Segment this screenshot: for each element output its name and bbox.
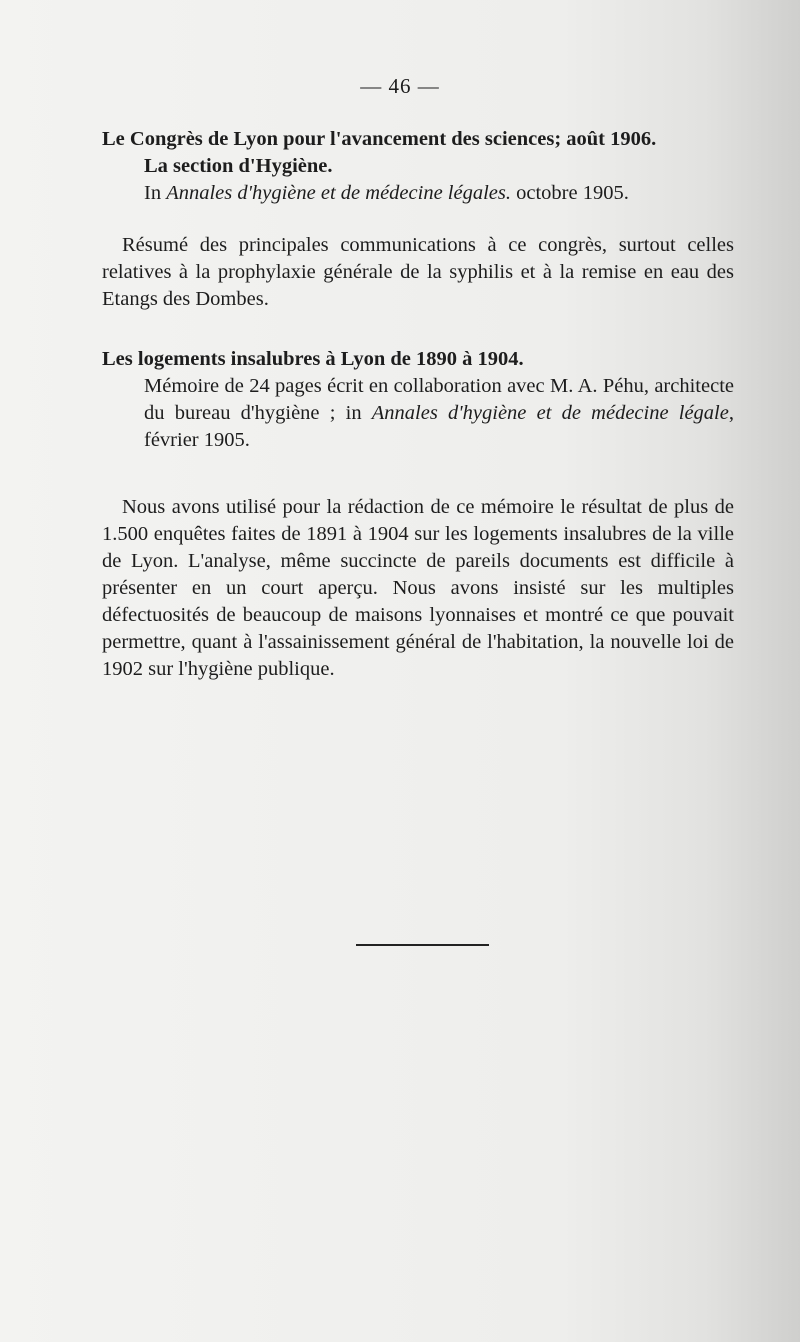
reference-date: octobre 1905. (510, 182, 629, 204)
description-prefix: Mémoire de 24 pages écrit en collaboration avec M. A. Péhu, architecte du bureau d'hygiène ; in (144, 375, 734, 424)
entry-title: Les logements insalubres à Lyon de 1890 à 1904. (102, 348, 524, 370)
entry-title: Le Congrès de Lyon pour l'avancement des sciences; août 1906. (102, 128, 657, 150)
entry-description (102, 373, 734, 454)
entry-congres-lyon (102, 126, 734, 207)
section-divider (356, 944, 489, 946)
entry-summary-congres: Résumé des principales communications à ce congrès, surtout celles relatives à la prophylaxie générale de la syphilis et à la remise en eau des Etangs des Dombes. (102, 234, 734, 310)
entry-logements-insalubres (102, 346, 734, 454)
description-date: , février 1905. (144, 402, 734, 451)
reference-prefix: In (144, 182, 167, 204)
description-journal: Annales d'hygiène et de médecine légale (371, 402, 729, 424)
reference-journal: Annales d'hygiène et de médecine légales. (166, 182, 511, 204)
entry-subtitle: La section d'Hygiène. (144, 155, 333, 177)
entry-summary-logements: Nous avons utilisé pour la rédaction de ce mémoire le résultat de plus de 1.500 enquêtes faites de 1891 à 1904 sur les logements insalubres de la ville de Lyon. L'analyse, même succincte de pareils documents est difficile à présenter en un court aperçu. Nous avons insisté sur les multiples défectuosités de beaucoup de maisons lyonnaises et montré ce que pouvait permettre, quant à l'assainissement général de l'habitation, la nouvelle loi de 1902 sur l'hygiène publique. (102, 496, 734, 680)
entry-reference (102, 180, 734, 207)
page-number: — 46 — (360, 74, 440, 98)
